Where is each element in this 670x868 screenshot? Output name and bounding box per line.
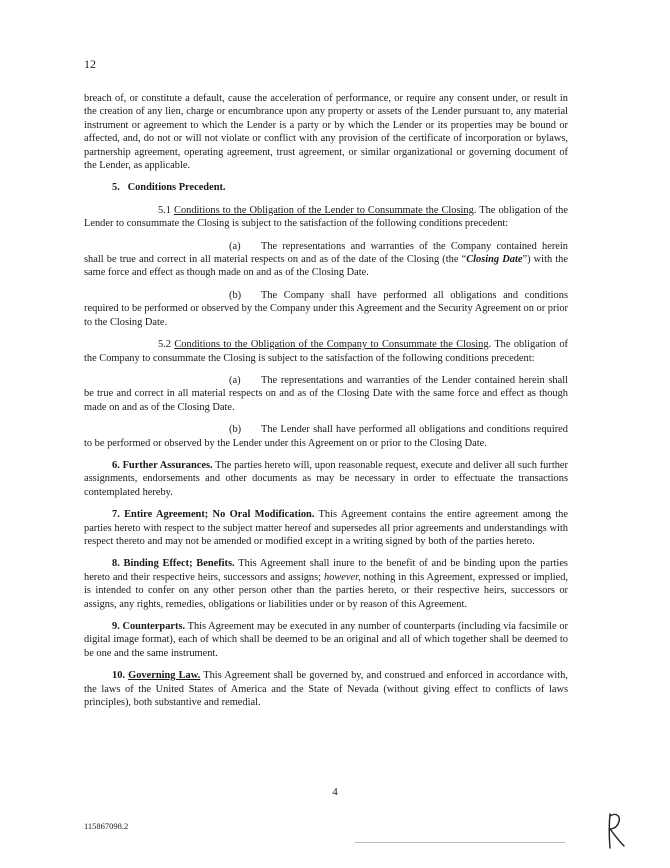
section-5-1-text: . The obligation of the Lender to consummate the Closing is subject to the satisfaction of the following conditions precedent: <box>84 204 568 230</box>
section-6 <box>84 459 568 499</box>
clause-label: (b) <box>229 424 242 436</box>
section-8-text-b: nothing in this Agreement, expressed or implied, is intended to confer on any other person other than the parties hereto, or their respective heirs, successors or assigns, any rights, remedies, obligations or liabilities under or by reason of this Agreement. <box>84 571 568 610</box>
section-7-number: 7. <box>112 509 120 521</box>
section-5-title: Conditions Precedent. <box>127 182 226 194</box>
section-5-1-number: 5.1 <box>158 204 171 216</box>
section-5-1-a <box>84 240 568 280</box>
section-10 <box>84 669 568 709</box>
section-5-2 <box>84 338 568 365</box>
section-8-however: however, <box>323 571 361 583</box>
section-6-title: Further Assurances. <box>122 459 213 471</box>
section-5-2-heading: Conditions to the Obligation of the Company to Consummate the Closing <box>174 339 489 351</box>
section-8-text-a: This Agreement shall inure to the benefit of and be binding upon the parties hereto and their respective heirs, successors and assigns; <box>84 558 568 583</box>
clause-text-pre: The representations and warranties of the Company contained herein shall be true and correct in all material respects on and as of the date of the Closing (the “ <box>84 240 568 266</box>
initials-mark <box>604 810 628 852</box>
section-6-text: The parties hereto will, upon reasonable request, execute and deliver all such further assignments, endorsements and other documents as may be necessary in order to effectuate the transactions contemplated hereby. <box>84 459 568 498</box>
section-5-1-b <box>84 289 568 329</box>
section-5-2-b <box>84 423 568 450</box>
section-9-title: Counterparts. <box>122 621 186 632</box>
top-page-number: 12 <box>84 57 96 71</box>
footer-page-number: 4 <box>332 786 338 798</box>
section-8-title: Binding Effect; Benefits. <box>123 558 235 570</box>
clause-text: The Company shall have performed all obligations and conditions required to be performed or observed by the Company under this Agreement and the Security Agreement on or prior to the Closing Date. <box>84 289 568 328</box>
footer-rule <box>355 842 565 843</box>
section-5-1-heading: Conditions to the Obligation of the Lender to Consummate the Closing <box>174 204 474 216</box>
section-9-number: 9. <box>112 621 120 632</box>
document-id: 115867098.2 <box>84 821 129 831</box>
clause-label: (a) <box>229 240 241 252</box>
handwritten-initials <box>604 810 628 852</box>
section-8 <box>84 557 568 611</box>
clause-label: (a) <box>229 374 241 386</box>
clause-text-post: ”) with the same force and effect as though made on and as of the Closing Date. <box>84 254 568 279</box>
section-10-title: Governing Law. <box>128 670 201 682</box>
section-10-number: 10. <box>112 670 125 682</box>
section-9 <box>84 620 568 660</box>
section-5-1 <box>84 204 568 231</box>
defined-term-closing-date: Closing Date <box>466 254 523 266</box>
section-6-number: 6. <box>112 459 120 471</box>
clause-text: The Lender shall have performed all obligations and conditions required to be performed or observed by the Lender under this Agreement on or prior to the Closing Date. <box>84 424 568 449</box>
section-5-heading <box>84 181 568 194</box>
section-5-2-a <box>84 374 568 414</box>
section-10-text: This Agreement shall be governed by, and construed and enforced in accordance with, the laws of the United States of America and the State of Nevada (without giving effect to conflicts of laws principles), both substantive and remedial. <box>84 670 568 709</box>
section-7 <box>84 508 568 548</box>
section-5-2-text: . The obligation of the Company to consummate the Closing is subject to the satisfaction of the following conditions precedent: <box>84 339 568 364</box>
section-5-2-number: 5.2 <box>158 339 171 351</box>
document-body <box>84 92 568 718</box>
clause-text: The representations and warranties of the Lender contained herein shall be true and correct in all material respects on and as of the Closing Date with the same force and effect as though made on and as of the Closing Date. <box>84 374 568 413</box>
clause-label: (b) <box>229 289 242 301</box>
section-9-text: This Agreement may be executed in any number of counterparts (including via facsimile or digital image format), each of which shall be deemed to be an original and all of which together shall be deemed to be one and the same instrument. <box>84 621 568 659</box>
section-7-title: Entire Agreement; No Oral Modification. <box>124 509 315 521</box>
section-7-text: This Agreement contains the entire agreement among the parties hereto with respect to the subject matter hereof and supersedes all prior agreements and understandings with respect thereto and may not be amended or modified except in a writing signed by both of the parties hereto. <box>84 509 568 547</box>
paragraph-continuation: breach of, or constitute a default, cause the acceleration of performance, or require any consent under, or result in the creation of any lien, charge or encumbrance upon any property or assets of the Lender pursuant to, any material instrument or agreement to which the Lender is a party or by which the Lender or its properties may be bound or affected, and, do not or will not violate or conflict with any provision of the certificate of incorporation or bylaws, partnership agreement, operating agreement, trust agreement, or similar organizational or governing document of the Lender, as applicable. <box>84 93 568 172</box>
section-8-number: 8. <box>112 558 120 570</box>
section-5-number: 5. <box>112 182 120 194</box>
